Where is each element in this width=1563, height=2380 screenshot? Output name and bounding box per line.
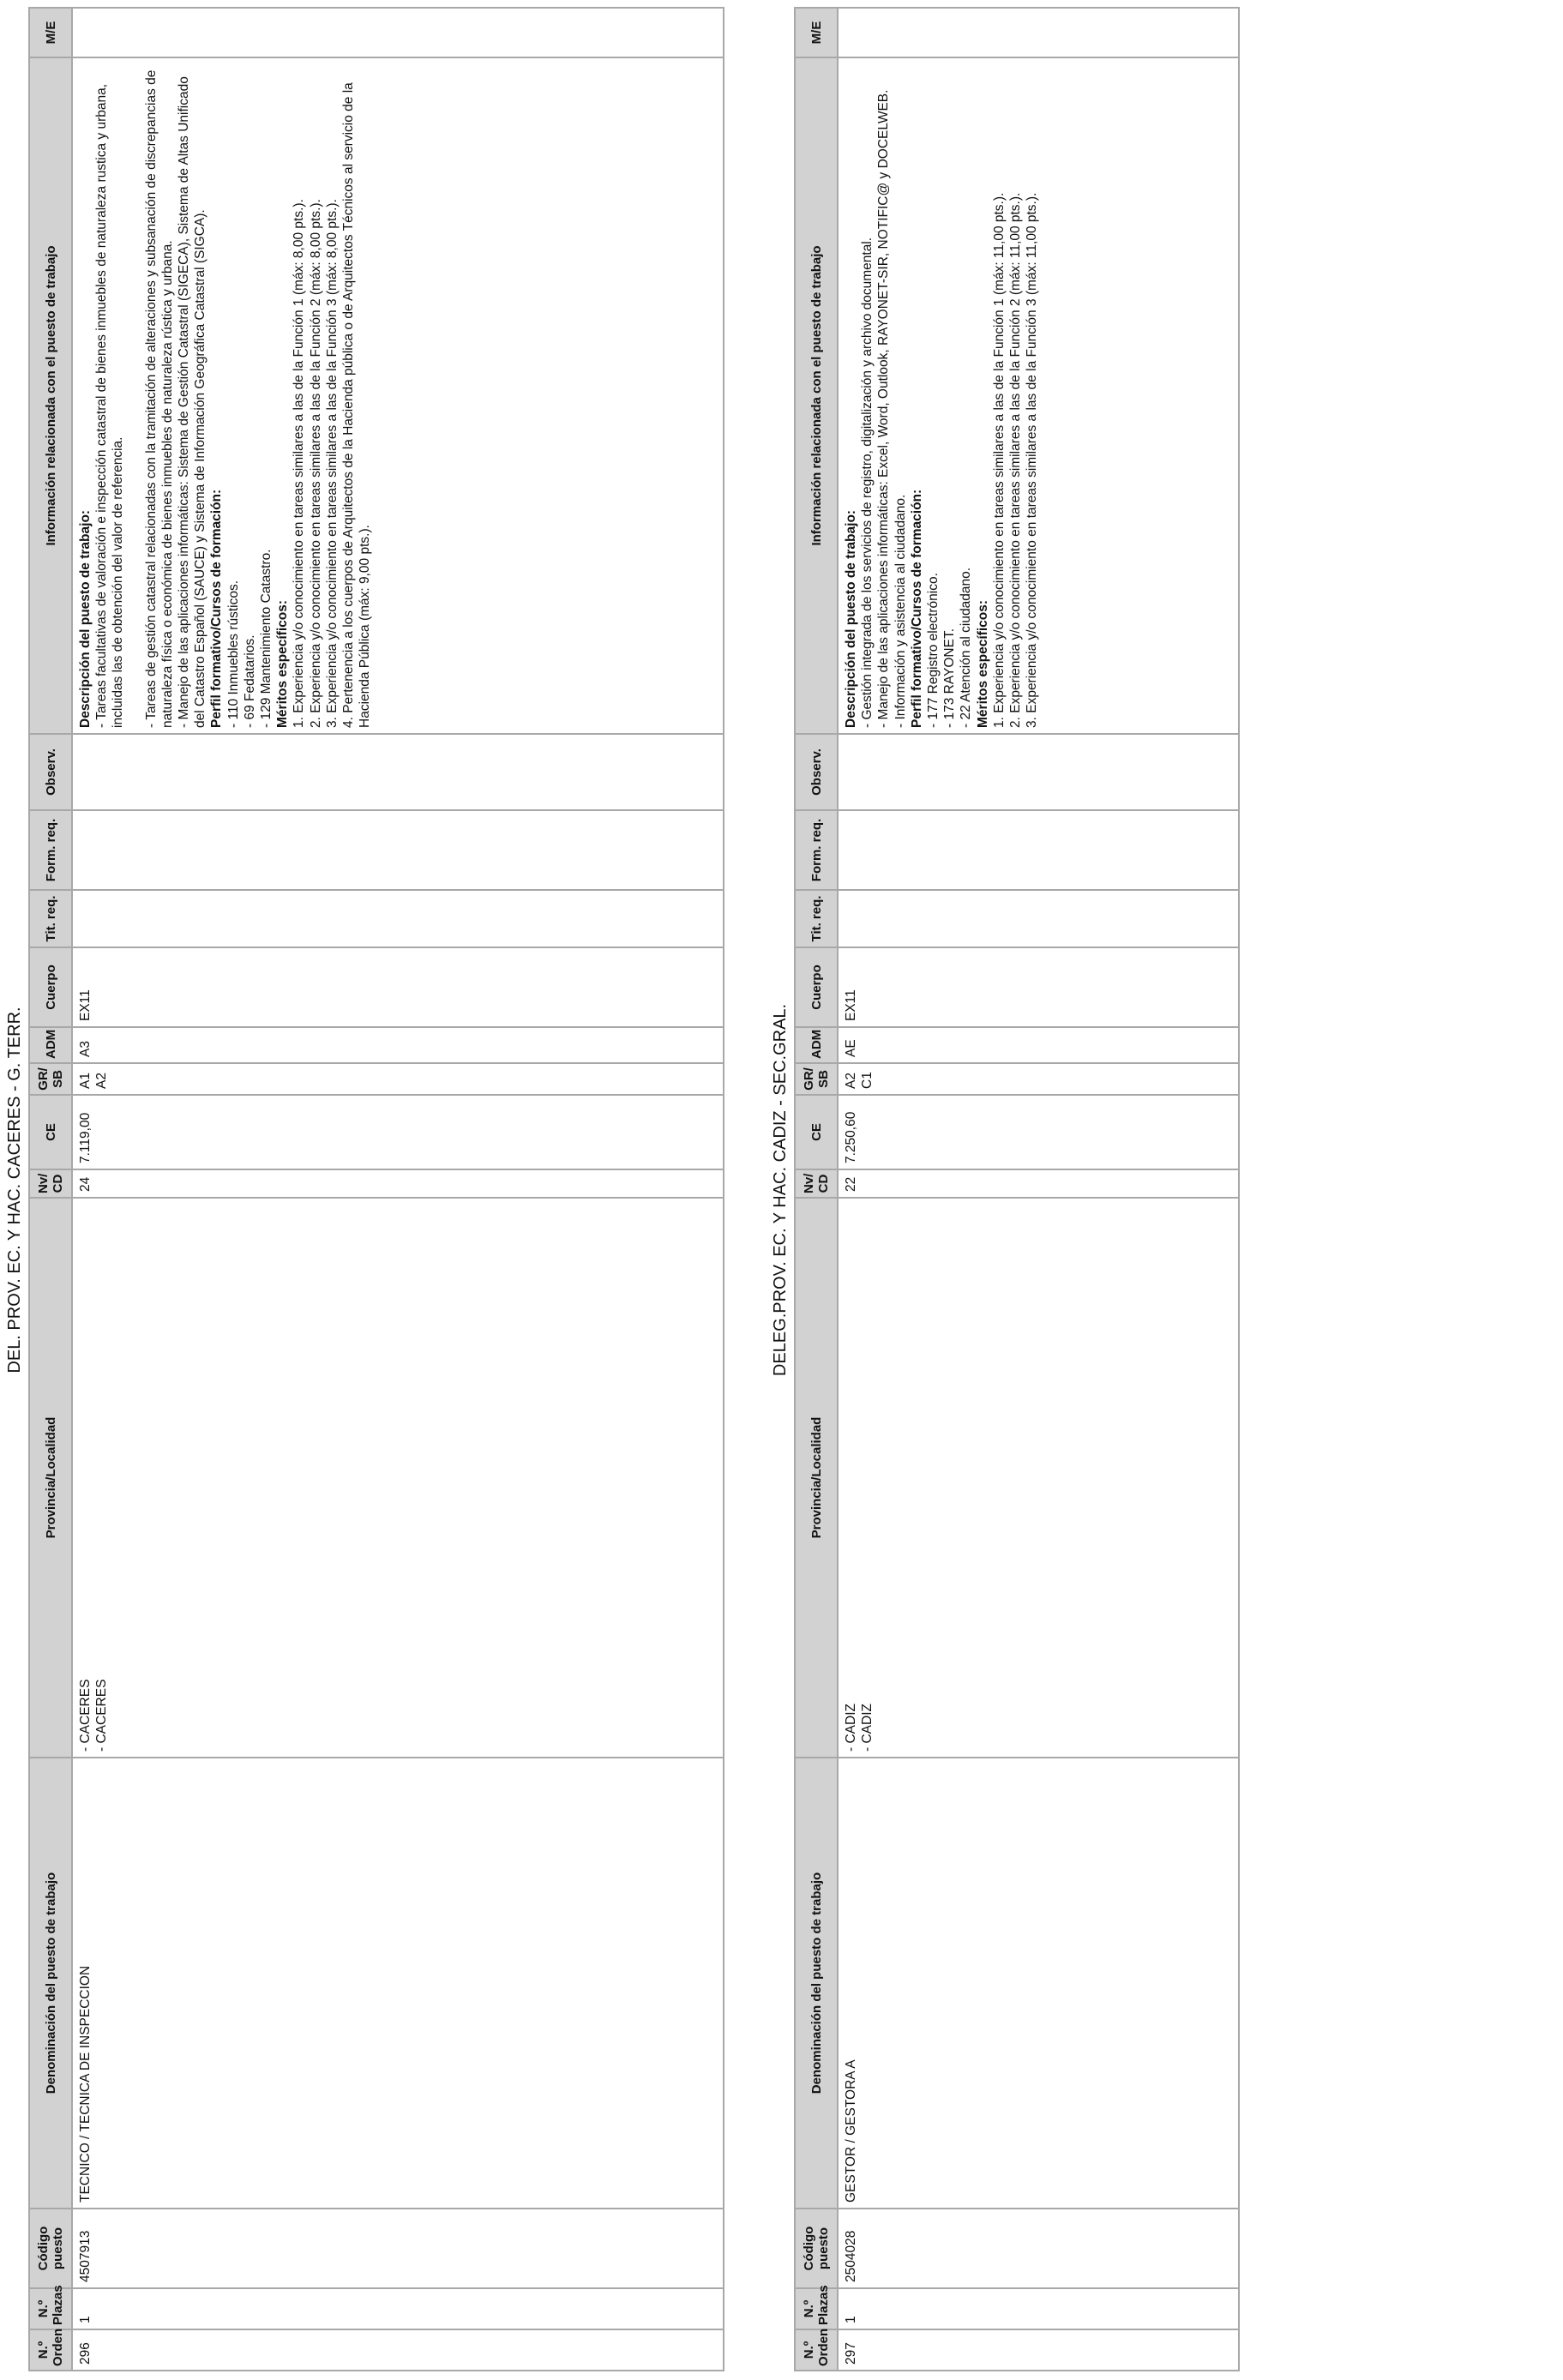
info-cell	[838, 57, 1239, 734]
desc-line: - Gestión integrada de los servicios de registro, digitalización y archivo documental.	[860, 237, 875, 728]
table-row	[72, 8, 724, 2371]
perfil-title: Perfil formativo/Cursos de formación:	[909, 489, 924, 728]
provincia-line: - CACERES	[94, 1679, 110, 1752]
adm-cell: AE	[838, 1027, 1239, 1063]
info-cell	[72, 57, 724, 734]
header-cell: GR/ SB	[795, 1063, 838, 1095]
meritos-title: Méritos específicos:	[275, 599, 291, 728]
provincia-cell	[838, 1198, 1239, 1758]
perfil-line: - 22 Atención al ciudadano.	[959, 568, 974, 728]
form-cell	[72, 810, 724, 890]
codigo-cell: 2504028	[838, 2209, 1239, 2288]
orden-cell: 297	[838, 2329, 1239, 2371]
header-cell: M/E	[29, 8, 72, 57]
desc-title: Descripción del puesto de trabajo:	[844, 509, 858, 728]
header-cell: Nv/ CD	[29, 1169, 72, 1198]
header-cell: Tit. req.	[29, 890, 72, 947]
desc-line: - Tareas facultativas de valoración e inspección catastral de bienes inmuebles de naturaleza rustica y urbana, incluidas las de obtención del valor de referencia.	[94, 83, 126, 728]
positions-table	[28, 7, 724, 2371]
me-cell	[838, 8, 1239, 57]
grupo-cell	[72, 1063, 724, 1095]
header-cell: CE	[29, 1095, 72, 1169]
merito-line: 2. Experiencia y/o conocimiento en tareas similares a las de la Función 2 (máx: 8,00 pts.).	[308, 199, 323, 728]
adm-cell: A3	[72, 1027, 724, 1063]
table-header-row	[29, 8, 72, 2371]
header-cell: Tit. req.	[795, 890, 838, 947]
denominacion-cell: TECNICO / TECNICA DE INSPECCION	[72, 1758, 724, 2209]
desc-title: Descripción del puesto de trabajo:	[78, 509, 93, 728]
merito-line: 2. Experiencia y/o conocimiento en tareas similares a las de la Función 2 (máx: 11,00 pts.).	[1008, 192, 1024, 728]
cuerpo-cell: EX11	[838, 947, 1239, 1027]
provincia-cell	[72, 1198, 724, 1758]
header-cell: Observ.	[29, 734, 72, 810]
tit-cell	[838, 890, 1239, 947]
merito-line: 3. Experiencia y/o conocimiento en tareas similares a las de la Función 3 (máx: 11,00 pts.).	[1025, 192, 1040, 728]
header-cell: M/E	[795, 8, 838, 57]
merito-line: 3. Experiencia y/o conocimiento en tareas similares a las de la Función 3 (máx: 8,00 pts.).	[324, 199, 340, 728]
provincia-line: - CADIZ	[860, 1704, 875, 1752]
perfil-line: - 110 Inmuebles rústicos.	[225, 580, 241, 728]
perfil-line: - 69 Fedatarios.	[242, 634, 257, 728]
table-header-row	[795, 8, 838, 2371]
form-cell	[838, 810, 1239, 890]
header-cell: Código puesto	[795, 2209, 838, 2288]
header-cell: Provincia/Localidad	[29, 1198, 72, 1758]
header-cell: Información relacionada con el puesto de trabajo	[795, 57, 838, 734]
header-cell: Cuerpo	[795, 947, 838, 1027]
codigo-cell: 4507913	[72, 2209, 724, 2288]
plazas-cell: 1	[838, 2288, 1239, 2329]
grupo-line: A2	[94, 1073, 110, 1089]
header-cell: N.º Plazas	[29, 2288, 72, 2329]
header-cell: Código puesto	[29, 2209, 72, 2288]
section-caption: DEL. PROV. EC. Y HAC. CACERES - G. TERR.	[5, 1007, 24, 1373]
perfil-title: Perfil formativo/Cursos de formación:	[209, 489, 225, 728]
positions-table	[794, 7, 1240, 2371]
orden-cell: 296	[72, 2329, 724, 2371]
header-cell: Denominación del puesto de trabajo	[29, 1758, 72, 2209]
nivel-cell: 22	[838, 1169, 1239, 1198]
perfil-line: - 177 Registro electrónico.	[926, 573, 941, 728]
perfil-line: - 173 RAYONET.	[942, 628, 958, 728]
desc-line: - Tareas de gestión catastral relacionadas con la tramitación de alteraciones y subsanación de discrepancias de naturaleza física o económica de bienes inmuebles de naturaleza rústica y urbana.	[143, 69, 175, 728]
header-cell: Form. req.	[795, 810, 838, 890]
header-cell: Observ.	[795, 734, 838, 810]
cuerpo-cell: EX11	[72, 947, 724, 1027]
table-row	[838, 8, 1239, 2371]
header-cell: ADM	[795, 1027, 838, 1063]
perfil-line: - 129 Mantenimiento Catastro.	[259, 549, 274, 728]
desc-line: - Manejo de las aplicaciones informáticas: Excel, Word, Outlook, RAYONET-SIR, NOTIFIC@ y DOCELWEB.	[876, 89, 892, 728]
header-cell: GR/ SB	[29, 1063, 72, 1095]
header-cell: N.º Plazas	[795, 2288, 838, 2329]
grupo-line: A2	[844, 1073, 858, 1089]
ce-cell: 7.119,00	[72, 1095, 724, 1169]
grupo-line: A1	[78, 1073, 93, 1089]
plazas-cell: 1	[72, 2288, 724, 2329]
grupo-cell	[838, 1063, 1239, 1095]
meritos-title: Méritos específicos:	[975, 599, 990, 728]
header-cell: CE	[795, 1095, 838, 1169]
ce-cell: 7.250,60	[838, 1095, 1239, 1169]
section-caption: DELEG.PROV. EC. Y HAC. CADIZ - SEC.GRAL.	[771, 1003, 790, 1377]
me-cell	[72, 8, 724, 57]
merito-line: 1. Experiencia y/o conocimiento en tareas similares a las de la Función 1 (máx: 11,00 pts.).	[991, 192, 1007, 728]
header-cell: Provincia/Localidad	[795, 1198, 838, 1758]
tit-cell	[72, 890, 724, 947]
merito-line: 4. Pertenencia a los cuerpos de Arquitectos de la Hacienda pública o de Arquitectos Técnicos al servicio de la Hacienda Pública (máx: 9,00 pts.).	[341, 82, 373, 728]
desc-line: - Información y asistencia al ciudadano.	[893, 494, 908, 728]
desc-line: - Manejo de las aplicaciones informáticas: Sistema de Gestión Catastral (SIGECA), Sistema de Altas Unificado del Catastro Español (SAUCE) y Sistema de Información Geográfica Catastral (SIGCA).	[177, 76, 208, 728]
merito-line: 1. Experiencia y/o conocimiento en tareas similares a las de la Función 1 (máx: 8,00 pts.).	[292, 199, 307, 728]
header-cell: ADM	[29, 1027, 72, 1063]
header-cell: Cuerpo	[29, 947, 72, 1027]
observ-cell	[72, 734, 724, 810]
provincia-line: - CADIZ	[844, 1704, 858, 1752]
desc-blank-line	[127, 63, 143, 728]
provincia-line: - CACERES	[78, 1679, 93, 1752]
header-cell: Nv/ CD	[795, 1169, 838, 1198]
header-cell: Form. req.	[29, 810, 72, 890]
denominacion-cell: GESTOR / GESTORA A	[838, 1758, 1239, 2209]
grupo-line: C1	[860, 1072, 875, 1089]
nivel-cell: 24	[72, 1169, 724, 1198]
observ-cell	[838, 734, 1239, 810]
header-cell: N.º Orden	[795, 2329, 838, 2371]
header-cell: Denominación del puesto de trabajo	[795, 1758, 838, 2209]
header-cell: N.º Orden	[29, 2329, 72, 2371]
header-cell: Información relacionada con el puesto de trabajo	[29, 57, 72, 734]
